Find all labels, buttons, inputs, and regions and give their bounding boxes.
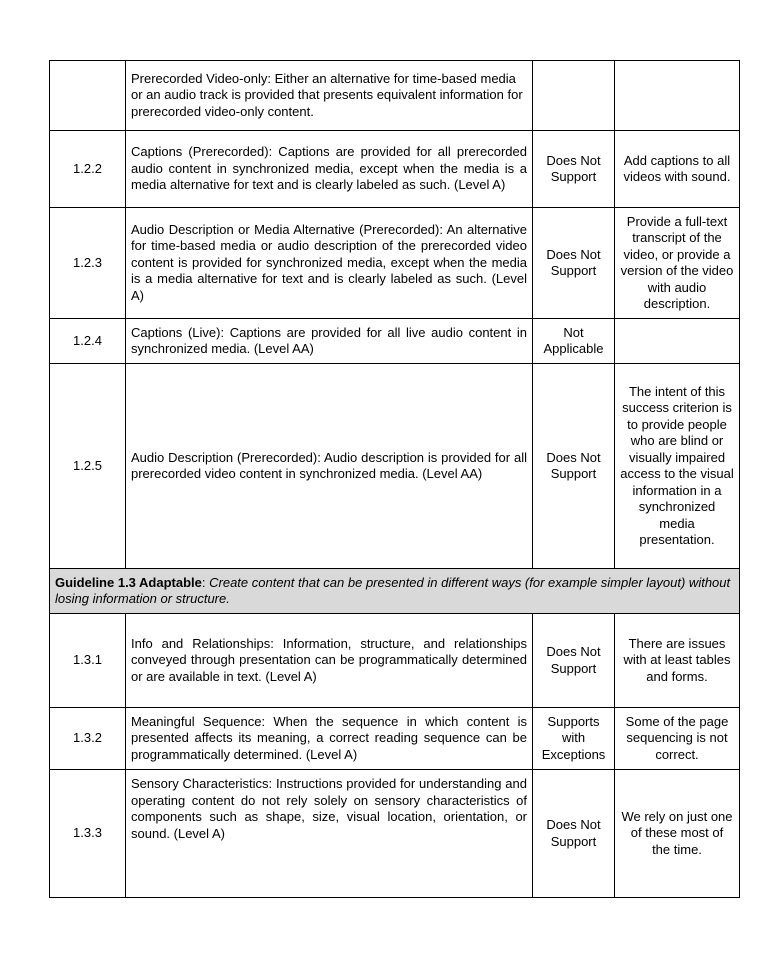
remarks bbox=[615, 319, 740, 364]
criterion-number: 1.2.3 bbox=[50, 208, 126, 319]
table-row bbox=[50, 364, 740, 569]
table-row bbox=[50, 61, 740, 131]
conformance-level: Not Applicable bbox=[533, 319, 615, 364]
criterion-number bbox=[50, 61, 126, 131]
conformance-level: Does Not Support bbox=[533, 770, 615, 898]
table-row bbox=[50, 614, 740, 708]
criterion-description: Captions (Live): Captions are provided for all live audio content in synchronized media. (Level AA) bbox=[126, 319, 533, 364]
table-row bbox=[50, 131, 740, 208]
conformance-level: Does Not Support bbox=[533, 364, 615, 569]
remarks: Some of the page sequencing is not correct. bbox=[615, 708, 740, 770]
criterion-description: Captions (Prerecorded): Captions are provided for all prerecorded audio content in synchronized media, except when the media is a media alternative for text and is clearly labeled as such. (Level A) bbox=[126, 131, 533, 208]
criterion-description: Audio Description (Prerecorded): Audio description is provided for all prerecorded video content in synchronized media. (Level AA) bbox=[126, 364, 533, 569]
criterion-description: Audio Description or Media Alternative (Prerecorded): An alternative for time-based media or audio description of the prerecorded video content is provided for synchronized media, except when the media is a media alternative for text and is clearly labeled as such. (Level A) bbox=[126, 208, 533, 319]
guideline-row bbox=[50, 569, 740, 614]
criterion-description: Prerecorded Video-only: Either an alternative for time-based media or an audio track is provided that presents equivalent information for prerecorded video-only content. bbox=[126, 61, 533, 131]
remarks: Provide a full-text transcript of the video, or provide a version of the video with audio description. bbox=[615, 208, 740, 319]
remarks: There are issues with at least tables and forms. bbox=[615, 614, 740, 708]
criterion-number: 1.2.4 bbox=[50, 319, 126, 364]
guideline-title: Guideline 1.3 Adaptable bbox=[55, 574, 202, 590]
conformance-level: Does Not Support bbox=[533, 208, 615, 319]
guideline-description: Create content that can be presented in different ways (for example simpler layout) without losing information or structure. bbox=[55, 574, 731, 606]
conformance-table bbox=[49, 60, 740, 898]
criterion-description: Meaningful Sequence: When the sequence in which content is presented affects its meaning, a correct reading sequence can be programmatically determined. (Level A) bbox=[126, 708, 533, 770]
criterion-number: 1.3.1 bbox=[50, 614, 126, 708]
table-row bbox=[50, 208, 740, 319]
guideline-heading bbox=[50, 569, 740, 614]
guideline-separator: : bbox=[201, 574, 210, 590]
criterion-number: 1.2.5 bbox=[50, 364, 126, 569]
criterion-description: Info and Relationships: Information, structure, and relationships conveyed through presentation can be programmatically determined or are available in text. (Level A) bbox=[126, 614, 533, 708]
table-row bbox=[50, 770, 740, 898]
criterion-number: 1.2.2 bbox=[50, 131, 126, 208]
criterion-number: 1.3.2 bbox=[50, 708, 126, 770]
remarks: We rely on just one of these most of the time. bbox=[615, 770, 740, 898]
remarks: Add captions to all videos with sound. bbox=[615, 131, 740, 208]
criterion-number: 1.3.3 bbox=[50, 770, 126, 898]
conformance-level: Does Not Support bbox=[533, 614, 615, 708]
criterion-description: Sensory Characteristics: Instructions provided for understanding and operating content do not rely solely on sensory characteristics of components such as shape, size, visual location, orientation, or sound. (Level A) bbox=[126, 770, 533, 898]
conformance-level: Supports with Exceptions bbox=[533, 708, 615, 770]
remarks: The intent of this success criterion is to provide people who are blind or visually impaired access to the visual information in a synchronized media presentation. bbox=[615, 364, 740, 569]
table-row bbox=[50, 708, 740, 770]
table-row bbox=[50, 319, 740, 364]
conformance-level: Does Not Support bbox=[533, 131, 615, 208]
conformance-level bbox=[533, 61, 615, 131]
remarks bbox=[615, 61, 740, 131]
